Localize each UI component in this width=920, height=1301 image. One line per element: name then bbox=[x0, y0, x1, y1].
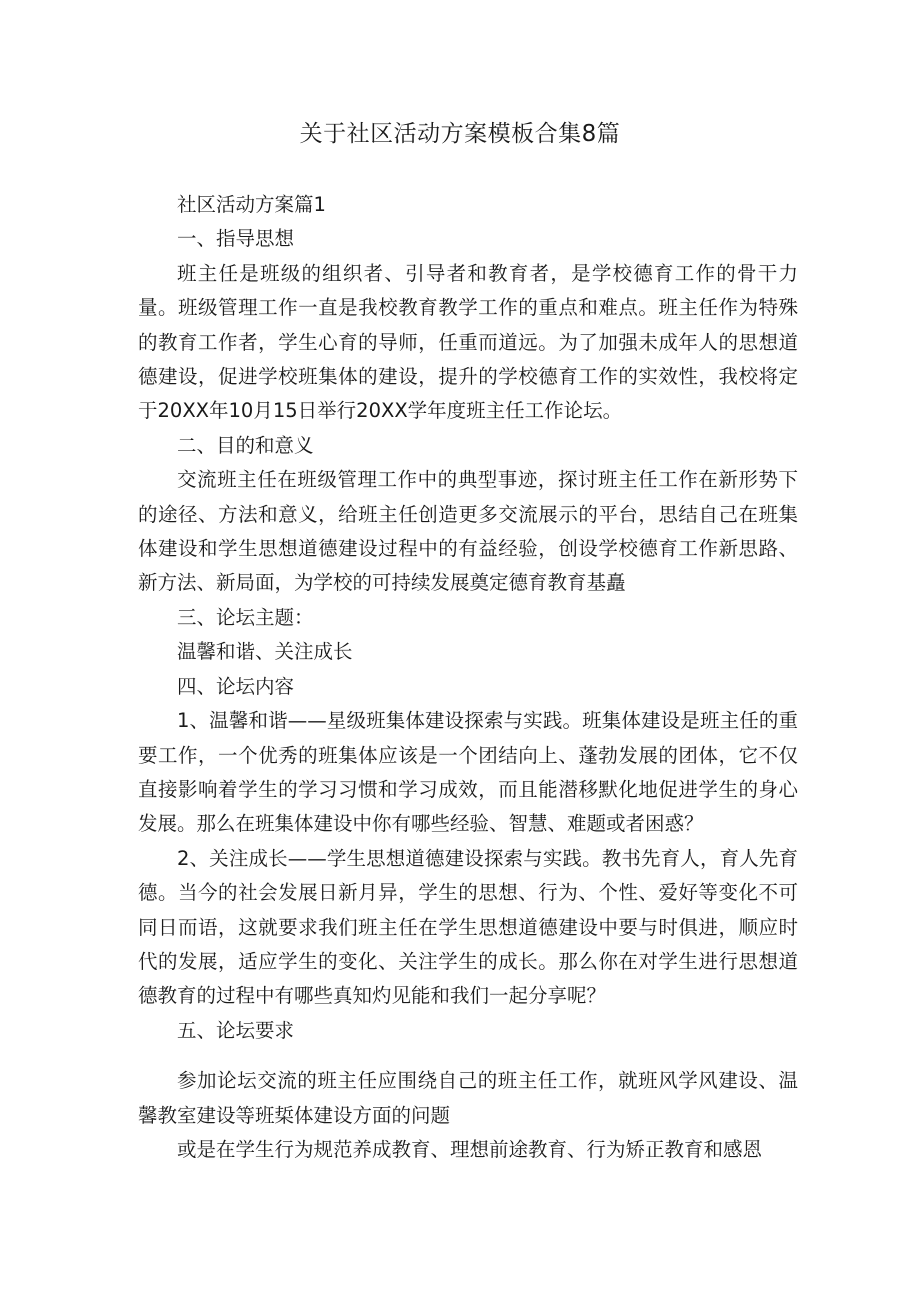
document-title: 关于社区活动方案模板合集8篇 bbox=[299, 121, 621, 147]
section-heading: 二、目的和意义 bbox=[177, 433, 314, 457]
body-paragraph: 2、关注成长——学生思想道德建设探索与实践。教书先育人，育人先育德。当今的社会发展日新月异，学生的思想、行为、个性、爱好等变化不可同日而语，这就要求我们班主任在学生思想道德建设中要与时俱进，顺应时代的发展，适应学生的变化、关注学生的成长。那么你在对学生进行思想道德教育的过程中有哪些真知灼见能和我们一起分享呢？ bbox=[138, 846, 798, 1008]
body-paragraph: 交流班主任在班级管理工作中的典型事迹，探讨班主任工作在新形势下的途径、方法和意义，给班主任创造更多交流展示的平台，思结自己在班集体建设和学生思想道德建设过程中的有益经验，创设学校德育工作新思路、新方法、新局面，为学校的可持续发展奠定德育教育基矗 bbox=[138, 468, 798, 595]
body-paragraph: 或是在学生行为规范养成教育、理想前途教育、行为矫正教育和感恩 bbox=[177, 1137, 763, 1161]
section-heading: 四、论坛内容 bbox=[177, 674, 295, 698]
body-paragraph: 温馨和谐、关注成长 bbox=[177, 640, 353, 664]
section-heading: 三、论坛主题： bbox=[177, 605, 314, 629]
section-heading: 五、论坛要求 bbox=[177, 1018, 295, 1042]
section-heading: 一、指导思想 bbox=[177, 227, 295, 251]
body-paragraph: 1、温馨和谐——星级班集体建设探索与实践。班集体建设是班主任的重要工作，一个优秀的班集体应该是一个团结向上、蓬勃发展的团体，它不仅直接影响着学生的学习习惯和学习成效，而且能潜移默化地促进学生的身心发展。那么在班集体建设中你有哪些经验、智慧、难题或者困惑？ bbox=[138, 709, 798, 836]
section-heading: 社区活动方案篇1 bbox=[177, 193, 326, 216]
body-paragraph: 班主任是班级的组织者、引导者和教育者，是学校德育工作的骨干力量。班级管理工作一直是我校教育教学工作的重点和难点。班主任作为特殊的教育工作者，学生心育的导师，任重而道远。为了加强未成年人的思想道德建设，促进学校班集体的建设，提升的学校德育工作的实效性，我校将定于20XX年10月15日举行20XX学年度班主任工作论坛。 bbox=[138, 261, 798, 423]
body-paragraph: 参加论坛交流的班主任应围绕自己的班主任工作，就班风学风建设、温馨教室建设等班梊体建设方面的问题 bbox=[138, 1069, 798, 1127]
document-body bbox=[138, 188, 798, 1167]
